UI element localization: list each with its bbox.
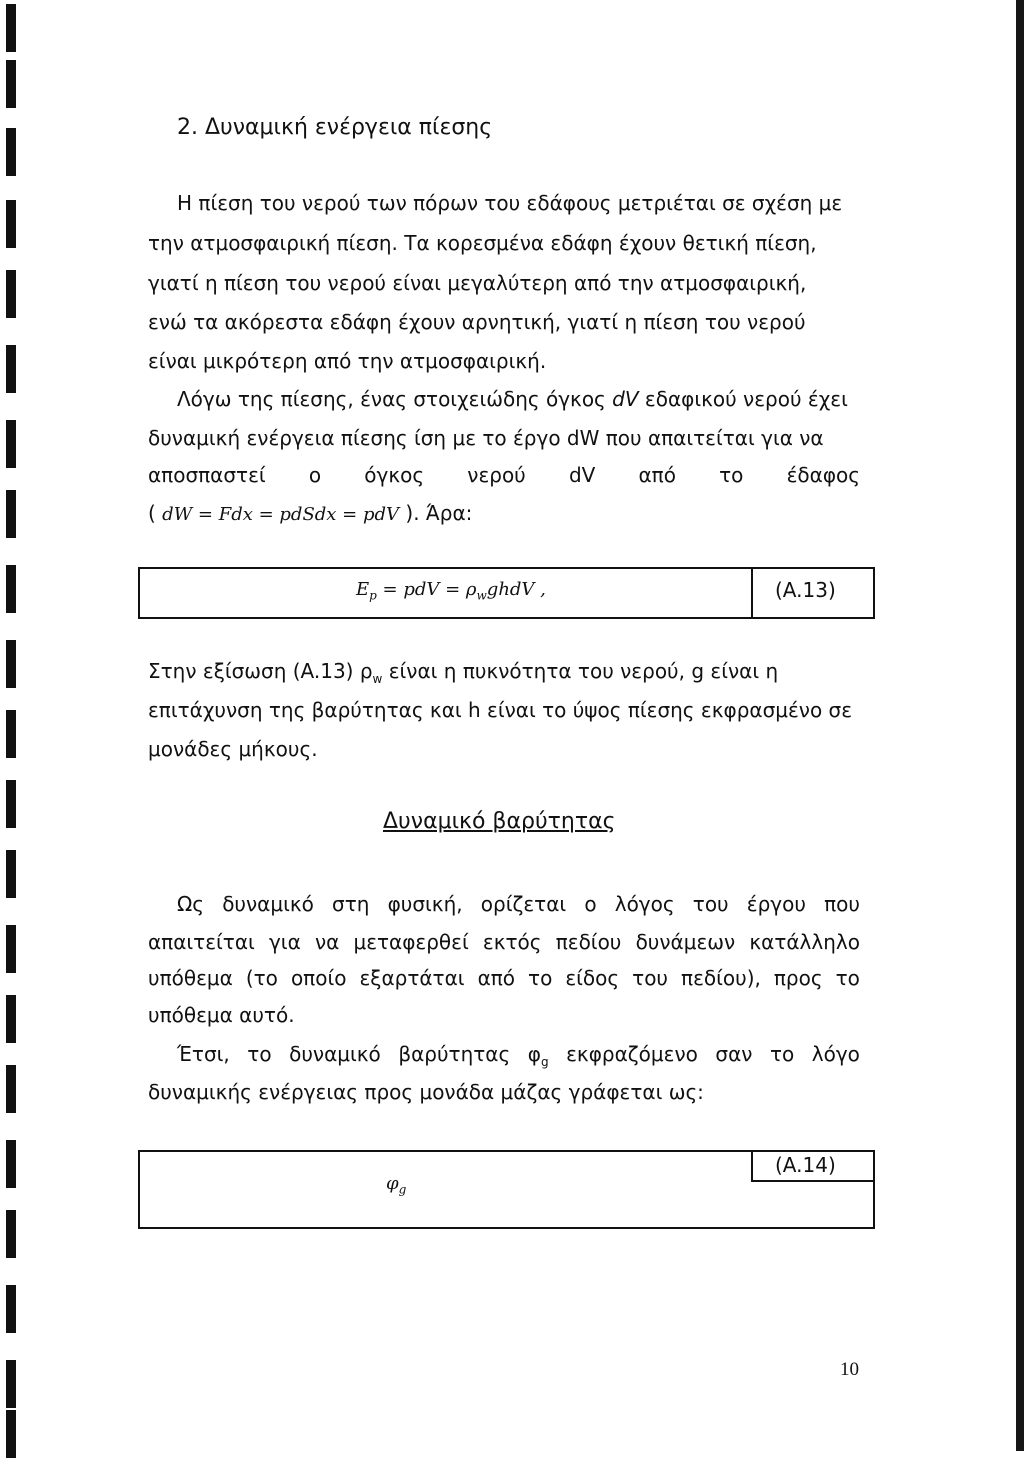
word: πεδίου), — [681, 966, 761, 990]
word: υπόθεμα — [148, 966, 233, 990]
open-paren: ( — [148, 501, 156, 525]
para2-line1-end: εδαφικού νερού έχει — [638, 387, 848, 411]
word: ο — [584, 892, 597, 916]
equation-a14 — [386, 1173, 406, 1197]
para4-line4: υπόθεμα αυτό. — [148, 1003, 295, 1027]
equation-a13-label: (A.13) — [775, 578, 836, 602]
word: το — [769, 1042, 795, 1066]
word: φυσική, — [387, 892, 463, 916]
word: dV — [568, 463, 596, 487]
word: το — [719, 463, 744, 487]
word: βαρύτητας — [398, 1042, 511, 1066]
para1-line1: Η πίεση του νερού των πόρων του εδάφους μετριέται σε σχέση με — [177, 191, 843, 215]
dv-symbol: dV — [612, 387, 639, 411]
word: έδαφος — [786, 463, 860, 487]
word: είδος — [565, 966, 620, 990]
para3-line1-start: Στην εξίσωση (A.13) ρ — [148, 659, 373, 683]
p-subscript: p — [369, 588, 377, 603]
word: προς — [773, 966, 823, 990]
word: δυνάμεων — [635, 930, 736, 954]
word: δυναμικό — [222, 892, 314, 916]
word: στη — [332, 892, 370, 916]
formula-mid: = pdV = ρ — [376, 579, 477, 600]
word: για — [268, 930, 301, 954]
work-equation: dW = Fdx = pdSdx = pdV — [162, 504, 400, 525]
word: λόγος — [614, 892, 675, 916]
word: του — [632, 966, 669, 990]
phi: φ — [386, 1173, 399, 1194]
ep-symbol: E — [356, 579, 370, 600]
para5-line2: δυναμικής ενέργειας προς μονάδα μάζας γράφεται ως: — [148, 1080, 704, 1104]
para5-line1 — [177, 1043, 860, 1073]
close-paren-ara: ). Άρα: — [405, 501, 473, 525]
word: δυναμικό — [289, 1042, 381, 1066]
word: οποίο — [290, 966, 347, 990]
word: Ως — [177, 892, 205, 916]
equation-a14-label: (A.14) — [775, 1153, 836, 1177]
word: πεδίου — [555, 930, 622, 954]
para3-line1-end: είναι η πυκνότητα του νερού, g είναι η — [382, 659, 779, 683]
word: όγκος — [364, 463, 425, 487]
word: από — [477, 966, 516, 990]
word: εκφραζόμενο — [566, 1042, 698, 1066]
word: νερού — [467, 463, 526, 487]
word: το — [247, 1042, 272, 1066]
para2-line2: δυναμική ενέργεια πίεσης ίση με το έργο dW που απαιτείται για να — [148, 426, 824, 450]
word: που — [824, 892, 860, 916]
word: σαν — [715, 1042, 753, 1066]
word: κατάλληλο — [749, 930, 860, 954]
para1-line5: είναι μικρότερη από την ατμοσφαιρική. — [148, 349, 547, 373]
word: του — [692, 892, 729, 916]
para2-line1 — [177, 388, 848, 410]
page-number: 10 — [840, 1359, 859, 1380]
word: ορίζεται — [480, 892, 567, 916]
para3-line3: μονάδες μήκους. — [148, 737, 318, 761]
para1-line2: την ατμοσφαιρική πίεση. Τα κορεσμένα εδάφη έχουν θετική πίεση, — [148, 231, 817, 255]
word: μεταφερθεί — [353, 930, 469, 954]
para3-line2: επιτάχυνση της βαρύτητας και h είναι το ύψος πίεσης εκφρασμένο σε — [148, 698, 853, 722]
word: το — [528, 966, 553, 990]
phi-g-symbol — [528, 1043, 549, 1073]
para2-line1-start: Λόγω της πίεσης, ένας στοιχειώδης όγκος — [177, 387, 613, 411]
word: εξαρτάται — [359, 966, 465, 990]
word: εκτός — [482, 930, 542, 954]
section-title: 2. Δυναμική ενέργεια πίεσης — [177, 115, 493, 140]
para4-line1 — [177, 893, 860, 915]
word: απαιτείται — [148, 930, 255, 954]
word: Έτσι, — [177, 1042, 230, 1066]
word: λόγο — [811, 1042, 860, 1066]
word: ο — [308, 463, 322, 487]
right-edge-shadow — [1016, 0, 1024, 1451]
para2-line3 — [148, 464, 860, 486]
para1-line3: γιατί η πίεση του νερού είναι μεγαλύτερη από την ατμοσφαιρική, — [148, 271, 807, 295]
binding-edge — [0, 0, 26, 1451]
formula-end: ghdV , — [486, 579, 546, 600]
word: (το — [245, 966, 278, 990]
para4-line3 — [148, 967, 860, 989]
g-subscript: g — [540, 1055, 549, 1069]
phi: φ — [527, 1042, 541, 1066]
para1-line4: ενώ τα ακόρεστα εδάφη έχουν αρνητική, γιατί η πίεση του νερού — [148, 310, 806, 334]
gravity-potential-heading: Δυναμικό βαρύτητας — [383, 809, 616, 834]
equation-a13 — [356, 579, 546, 603]
para4-line2 — [148, 931, 860, 953]
para2-line4 — [148, 502, 472, 526]
word: το — [835, 966, 860, 990]
word: να — [314, 930, 340, 954]
w-subscript: w — [476, 588, 487, 603]
para3-line1 — [148, 660, 778, 690]
word: αποσπαστεί — [148, 463, 266, 487]
rho-w-subscript: w — [372, 672, 383, 686]
word: έργου — [746, 892, 806, 916]
word: από — [638, 463, 676, 487]
g-subscript: g — [398, 1182, 407, 1197]
